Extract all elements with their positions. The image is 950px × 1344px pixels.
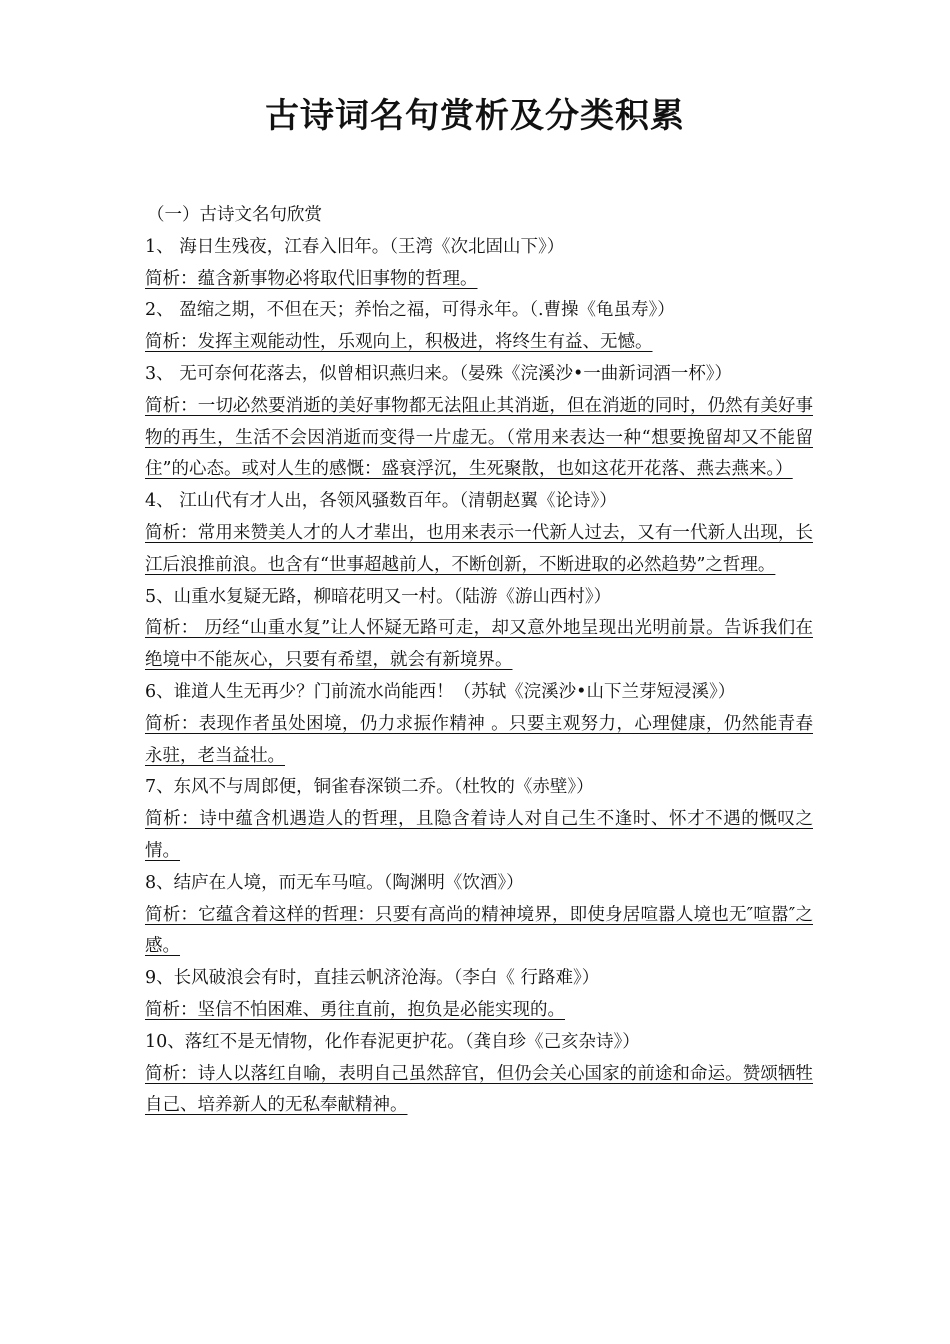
analysis-text: 简析：常用来赞美人才的人才辈出，也用来表示一代新人过去，又有一代新人出现，长江后浪推前浪。也含有“世事超越前人，不断创新，不断进取的必然趋势”之哲理。 [145, 522, 813, 575]
entry-4 [145, 486, 813, 581]
analysis-text: 简析：它蕴含着这样的哲理：只要有高尚的精神境界，即使身居喧嚣人境也无″喧嚣″之感。 [145, 904, 813, 957]
entry-10 [145, 1027, 813, 1122]
poem-line: 7、东风不与周郎便，铜雀春深锁二乔。（杜牧的《赤壁》） [145, 777, 594, 798]
analysis-text: 简析：发挥主观能动性，乐观向上，积极进，将终生有益、无憾。 [145, 332, 653, 353]
analysis-text: 简析：蕴含新事物必将取代旧事物的哲理。 [145, 268, 478, 289]
poem-line: 1、 海日生残夜，江春入旧年。（王湾《次北固山下》） [145, 236, 565, 257]
analysis-text: 简析：诗中蕴含机遇造人的哲理，且隐含着诗人对自己生不逢时、怀才不遇的慨叹之情。 [145, 809, 813, 861]
poem-line: 10、落红不是无情物，化作春泥更护花。（龚自珍《己亥杂诗》） [145, 1031, 640, 1052]
entry-6 [145, 677, 813, 772]
entry-9 [145, 963, 813, 1027]
poem-line: 8、结庐在人境，而无车马喧。（陶渊明《饮酒》） [145, 872, 524, 893]
entry-5 [145, 582, 813, 677]
poem-line: 9、长风破浪会有时，直挂云帆济沧海。（李白《 行路难》） [145, 968, 600, 989]
poem-line: 2、 盈缩之期，不但在天；养怡之福，可得永年。（.曹操《龟虽寿》） [145, 300, 675, 321]
entry-1 [145, 232, 813, 296]
poem-line: 4、 江山代有才人出，各领风骚数百年。（清朝赵翼《论诗》） [145, 491, 617, 512]
poem-line: 5、山重水复疑无路，柳暗花明又一村。（陆游《游山西村》） [145, 586, 612, 607]
entry-3 [145, 359, 813, 486]
analysis-text: 简析：坚信不怕困难、勇往直前，抱负是必能实现的。 [145, 999, 565, 1020]
analysis-text: 简析：一切必然要消逝的美好事物都无法阻止其消逝，但在消逝的同时，仍然有美好事物的再生，生活不会因消逝而变得一片虚无。（常用来表达一种“想要挽留却又不能留住”的心态。或对人生的感慨：盛衰浮沉，生死聚散，也如这花开花落、燕去燕来。） [145, 395, 813, 480]
section-heading: （一）古诗文名句欣赏 [147, 205, 322, 225]
document-body [145, 200, 813, 1122]
analysis-text: 简析：表现作者虽处困境，仍力求振作精神 。只要主观努力，心理健康，仍然能青春永驻，老当益壮。 [145, 713, 813, 766]
entry-8 [145, 868, 813, 963]
analysis-text: 简析：诗人以落红自喻，表明自己虽然辞官，但仍会关心国家的前途和命运。赞颂牺牲自己、培养新人的无私奉献精神。 [145, 1063, 813, 1116]
entry-7 [145, 772, 813, 867]
analysis-text: 简析： 历经“山重水复”让人怀疑无路可走，却又意外地呈现出光明前景。告诉我们在绝境中不能灰心，只要有希望，就会有新境界。 [145, 618, 813, 671]
entry-2 [145, 295, 813, 359]
poem-line: 6、谁道人生无再少？门前流水尚能西！（苏轼《浣溪沙•山下兰芽短浸溪》） [145, 681, 736, 702]
page-title: 古诗词名句赏析及分类积累 [265, 96, 685, 136]
poem-line: 3、 无可奈何花落去，似曾相识燕归来。（晏殊《浣溪沙•一曲新词酒一杯》） [145, 363, 733, 384]
